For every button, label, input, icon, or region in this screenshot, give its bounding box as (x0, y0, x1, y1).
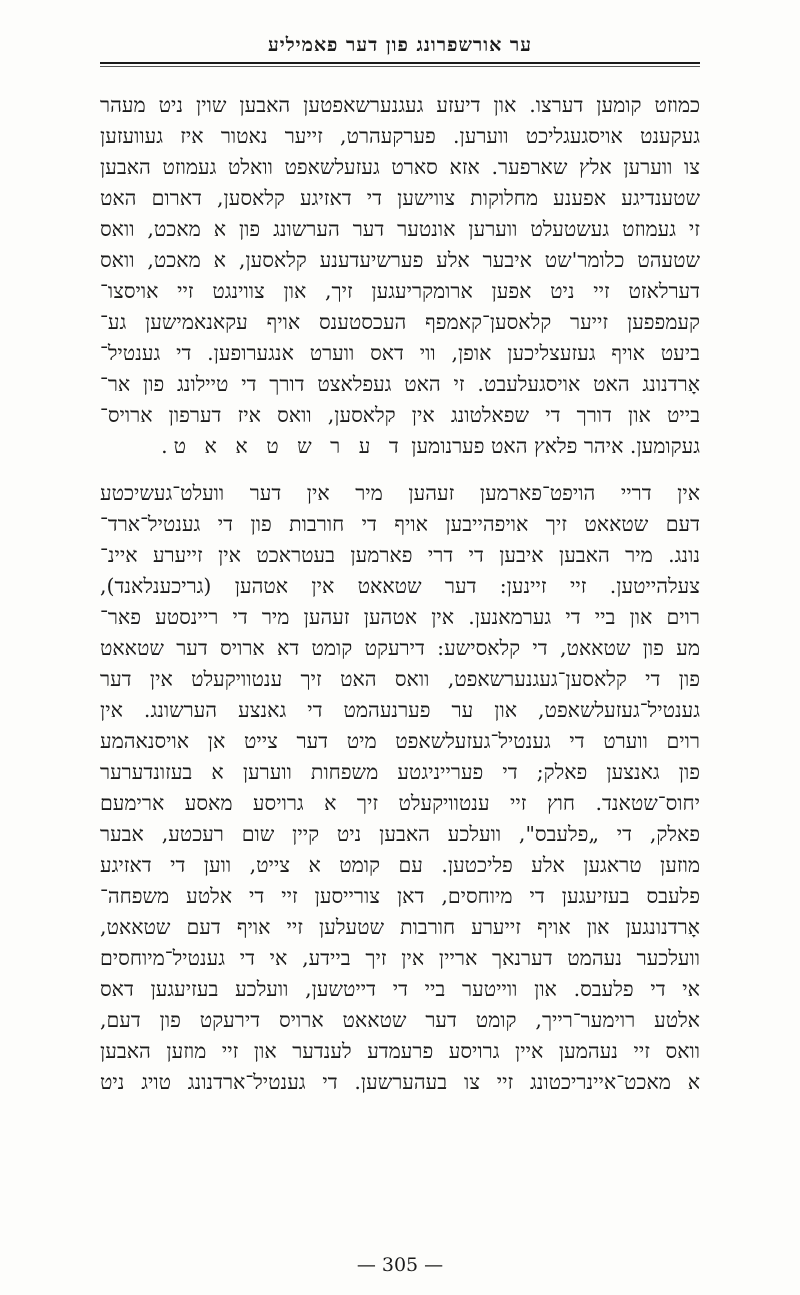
text-line: אָרדנונגען און אויף זייערע חורבות שטעלען זיי אויף דעם שטאאט, (100, 915, 700, 939)
text-line: דעם שטאאט זיך אויפהייבען אויף די חורבות פון די גענטיל־ארד־ (100, 512, 700, 536)
text-line: רוים ווערט די גענטיל־געזעלשאפט מיט דער צייט אן אויסנאהמע (100, 729, 700, 753)
text-line: אי די פלעבס. און ווייטער ביי די דייטשען, וועלכע בעזיעגען דאס (100, 977, 700, 1001)
page-number: — 305 — (356, 1254, 444, 1276)
text-line: צעלהייטען. זיי זיינען: דער שטאאט אין אטהען (גריכענלאנד), (100, 574, 700, 598)
text-line: דערלאזט זיי ניט אפען ארומקריעגען זיך, און צווינגט זיי אויסצו־ (100, 279, 700, 303)
text-line: אין דריי הויפט־פארמען זעהען מיר אין דער וועלט־געשיכטע (100, 481, 700, 505)
text-line: אלטע רוימער־רייך, קומט דער שטאאט ארויס דירעקט פון דעם, (100, 1008, 700, 1032)
text-line: רוים און ביי די גערמאנען. אין אטהען זעהען מיר די ריינסטע פאר־ (100, 605, 700, 629)
text-line: פלעבס בעזיעגען די מיוחסים, דאן צורייסען זיי די אלטע משפחה־ (100, 884, 700, 908)
text-line: זי געמוזט געשטעלט ווערען אונטער דער הערשונג פון א מאכט, וואס (100, 217, 700, 241)
text-line: שטעהט כלומר'שט איבער אלע פערשיעדענע קלאסען, א מאכט, וואס (100, 248, 700, 272)
spaced-emphasis: ד ע ר ש ט א א ט. (161, 434, 405, 458)
paragraph-1 (100, 90, 700, 462)
text-line: געקענט אויסגעגליכט ווערען. פערקעהרט, זייער נאטור איז געוועזען (100, 124, 700, 148)
text-line: כמוזט קומען דערצו. און דיעזע געגנערשאפטען האבען שוין ניט מעהר (100, 93, 700, 117)
header-rule (100, 62, 700, 64)
text-line-final (100, 431, 700, 462)
text-fragment: געקומען. איהר פלאץ האט פערנומען (411, 434, 700, 458)
header-rule-thin (100, 66, 700, 67)
text-line: שטענדיגע אפענע מחלוקות צווישען די דאזיגע קלאסען, דארום האט (100, 186, 700, 210)
paragraph-2 (100, 478, 700, 1098)
text-line: ביעט אויף געזעצליכען אופן, ווי דאס ווערט אנגערופען. די גענטיל־ (100, 341, 700, 365)
text-line: נונג. מיר האבען איבען די דרי פארמען בעטראכט אין זייערע איינ־ (100, 543, 700, 567)
text-line: פון די קלאסען־געגנערשאפט, וואס האט זיך ענטוויקעלט אין דער (100, 667, 700, 691)
text-line: קעמפפען זייער קלאסען־קאמפף העכסטענס אויף עקאנאמישען גע־ (100, 310, 700, 334)
text-line: מוזען טראגען אלע פליכטען. עם קומט א צייט, ווען די דאזיגע (100, 853, 700, 877)
text-line: יחוס־שטאנד. חוץ זיי ענטוויקעלט זיך א גרויסע מאסע ארימעם (100, 791, 700, 815)
text-line: אָרדנונג האט אויסגעלעבט. זי האט געפלאצט דורך די טיילונג פון אר־ (100, 372, 700, 396)
text-line: בייט און דורך די שפאלטונג אין קלאסען, וואס איז דערפון ארויס־ (100, 403, 700, 427)
text-line: וועלכער נעהמט דערנאך אריין אין זיך ביידע, אי די גענטיל־מיוחסים (100, 946, 700, 970)
text-line: מע פון שטאאט, די קלאסישע: דירעקט קומט דא ארויס דער שטאאט (100, 636, 700, 660)
text-line: צו ווערען אלץ שארפער. אזא סארט געזעלשאפט וואלט געמוזט האבען (100, 155, 700, 179)
text-line: פון גאנצען פאלק; די פערייניגטע משפחות ווערען א בעזונדערער (100, 760, 700, 784)
text-line: פאלק, די „פלעבס", וועלכע האבען ניט קיין שום רעכטע, אבער (100, 822, 700, 846)
text-line: גענטיל־געזעלשאפט, און ער פערנעהמט די גאנצע הערשונג. אין (100, 698, 700, 722)
text-line: וואס זיי נעהמען איין גרויסע פרעמדע לענדער און זיי מוזען האבען (100, 1039, 700, 1063)
running-head: ער אורשפרונג פון דער פאמיליע (267, 34, 533, 56)
text-line: א מאכט־איינריכטונג זיי צו בעהערשען. די גענטיל־ארדנונג טויג ניט (100, 1070, 700, 1094)
